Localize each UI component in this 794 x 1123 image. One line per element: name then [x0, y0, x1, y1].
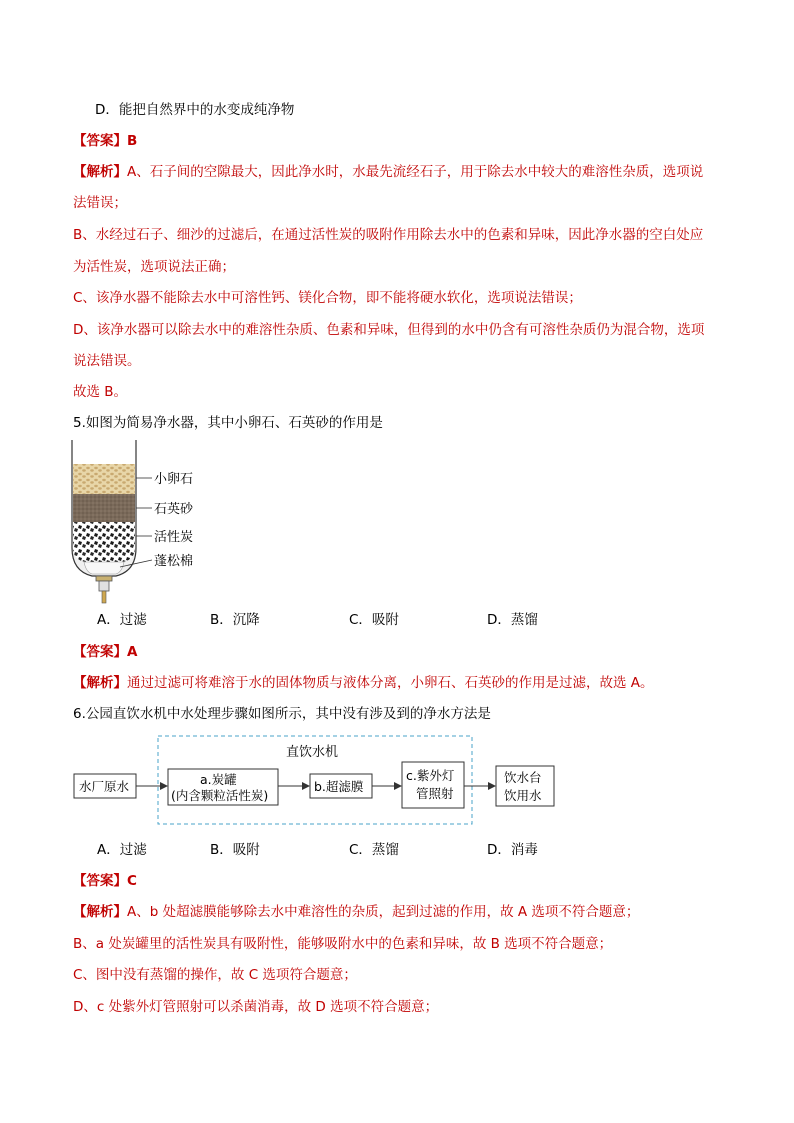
- carbon-layer: [73, 522, 135, 562]
- label-sand: 石英砂: [154, 502, 194, 517]
- q5-option-b: B．沉降: [210, 612, 260, 628]
- step-a-line2: (内含颗粒活性炭): [171, 788, 269, 803]
- answer-label: 【答案】: [73, 133, 127, 149]
- q6-analysis-line-3: C、图中没有蒸馏的操作，故 C 选项符合题意；: [73, 967, 357, 983]
- step-c-line2: 管照射: [416, 786, 454, 801]
- q4-answer: [73, 131, 137, 151]
- machine-title: 直饮水机: [286, 745, 339, 760]
- q4-analysis-line-5: C、该净水器不能除去水中可溶性钙、镁化合物，即不能将硬水软化，选项说法错误；: [73, 290, 582, 306]
- step-c-line1: c.紫外灯: [406, 768, 455, 783]
- q4-analysis-line-4: 为活性炭，选项说法正确；: [73, 259, 235, 275]
- q6-analysis-line-2: B、a 处炭罐里的活性炭具有吸附性，能够吸附水中的色素和异味，故 B 选项不符合题意；: [73, 936, 613, 952]
- q4-analysis-line-3: B、水经过石子、细沙的过滤后，在通过活性炭的吸附作用除去水中的色素和异味，因此净水器的空白处应: [73, 227, 704, 243]
- answer-value: B: [127, 133, 138, 149]
- cotton-layer: [84, 562, 124, 574]
- water-filter-figure: [62, 436, 222, 606]
- analysis-label: 【解析】: [73, 904, 127, 920]
- q5-option-a: A．过滤: [97, 612, 147, 628]
- q6-option-c: C．蒸馏: [349, 842, 399, 858]
- q4-analysis-line-8: 故选 B。: [73, 384, 128, 400]
- answer-label: 【答案】: [73, 873, 127, 889]
- q5-answer: [73, 642, 137, 662]
- q6-option-b: B．吸附: [210, 842, 260, 858]
- q4-analysis-line-7: 说法错误。: [73, 353, 141, 369]
- step-a-line1: a.炭罐: [200, 772, 237, 787]
- q4-analysis-line-2: 法错误；: [73, 195, 127, 211]
- q6-option-a: A．过滤: [97, 842, 147, 858]
- answer-value: A: [127, 644, 138, 660]
- analysis-text: A、b 处超滤膜能够除去水中难溶性的杂质，起到过滤的作用，故 A 选项不符合题意；: [127, 904, 640, 920]
- q5-option-d: D．蒸馏: [487, 612, 538, 628]
- analysis-label: 【解析】: [73, 164, 127, 180]
- label-carbon: 活性炭: [154, 530, 194, 545]
- q5-analysis: [73, 673, 654, 693]
- q5-option-c: C．吸附: [349, 612, 399, 628]
- q6-analysis-line-4: D、c 处紫外灯管照射可以杀菌消毒，故 D 选项不符合题意；: [73, 999, 439, 1015]
- answer-label: 【答案】: [73, 644, 127, 660]
- pebble-layer: [73, 464, 135, 494]
- sand-layer: [73, 494, 135, 522]
- answer-value: C: [127, 873, 137, 889]
- step-b-label: b.超滤膜: [314, 779, 364, 794]
- label-cotton: 蓬松棉: [154, 554, 194, 569]
- q6-answer: [73, 871, 137, 891]
- q6-option-d: D．消毒: [487, 842, 538, 858]
- q6-question: 6.公园直饮水机中水处理步骤如图所示，其中没有涉及到的净水方法是: [73, 706, 491, 722]
- analysis-label: 【解析】: [73, 675, 127, 691]
- source-label: 水厂原水: [79, 779, 130, 794]
- outlet-nozzle: [96, 576, 112, 603]
- q4-option-d: D．能把自然界中的水变成纯净物: [95, 102, 295, 118]
- q4-analysis-line-1: [73, 162, 703, 182]
- output-line1: 饮水台: [504, 770, 542, 785]
- q4-analysis-line-6: D、该净水器可以除去水中的难溶性杂质、色素和异味，但得到的水中仍含有可溶性杂质仍为混合物，选项: [73, 322, 705, 338]
- water-process-diagram: [70, 734, 560, 830]
- q6-analysis-line-1: [73, 902, 639, 922]
- q5-question: 5.如图为简易净水器，其中小卵石、石英砂的作用是: [73, 415, 383, 431]
- output-line2: 饮用水: [504, 788, 542, 803]
- analysis-text: 通过过滤可将难溶于水的固体物质与液体分离，小卵石、石英砂的作用是过滤，故选 A。: [127, 675, 654, 691]
- label-pebbles: 小卵石: [154, 472, 194, 487]
- analysis-text: A、石子间的空隙最大，因此净水时，水最先流经石子，用于除去水中较大的难溶性杂质，选项说: [127, 164, 704, 180]
